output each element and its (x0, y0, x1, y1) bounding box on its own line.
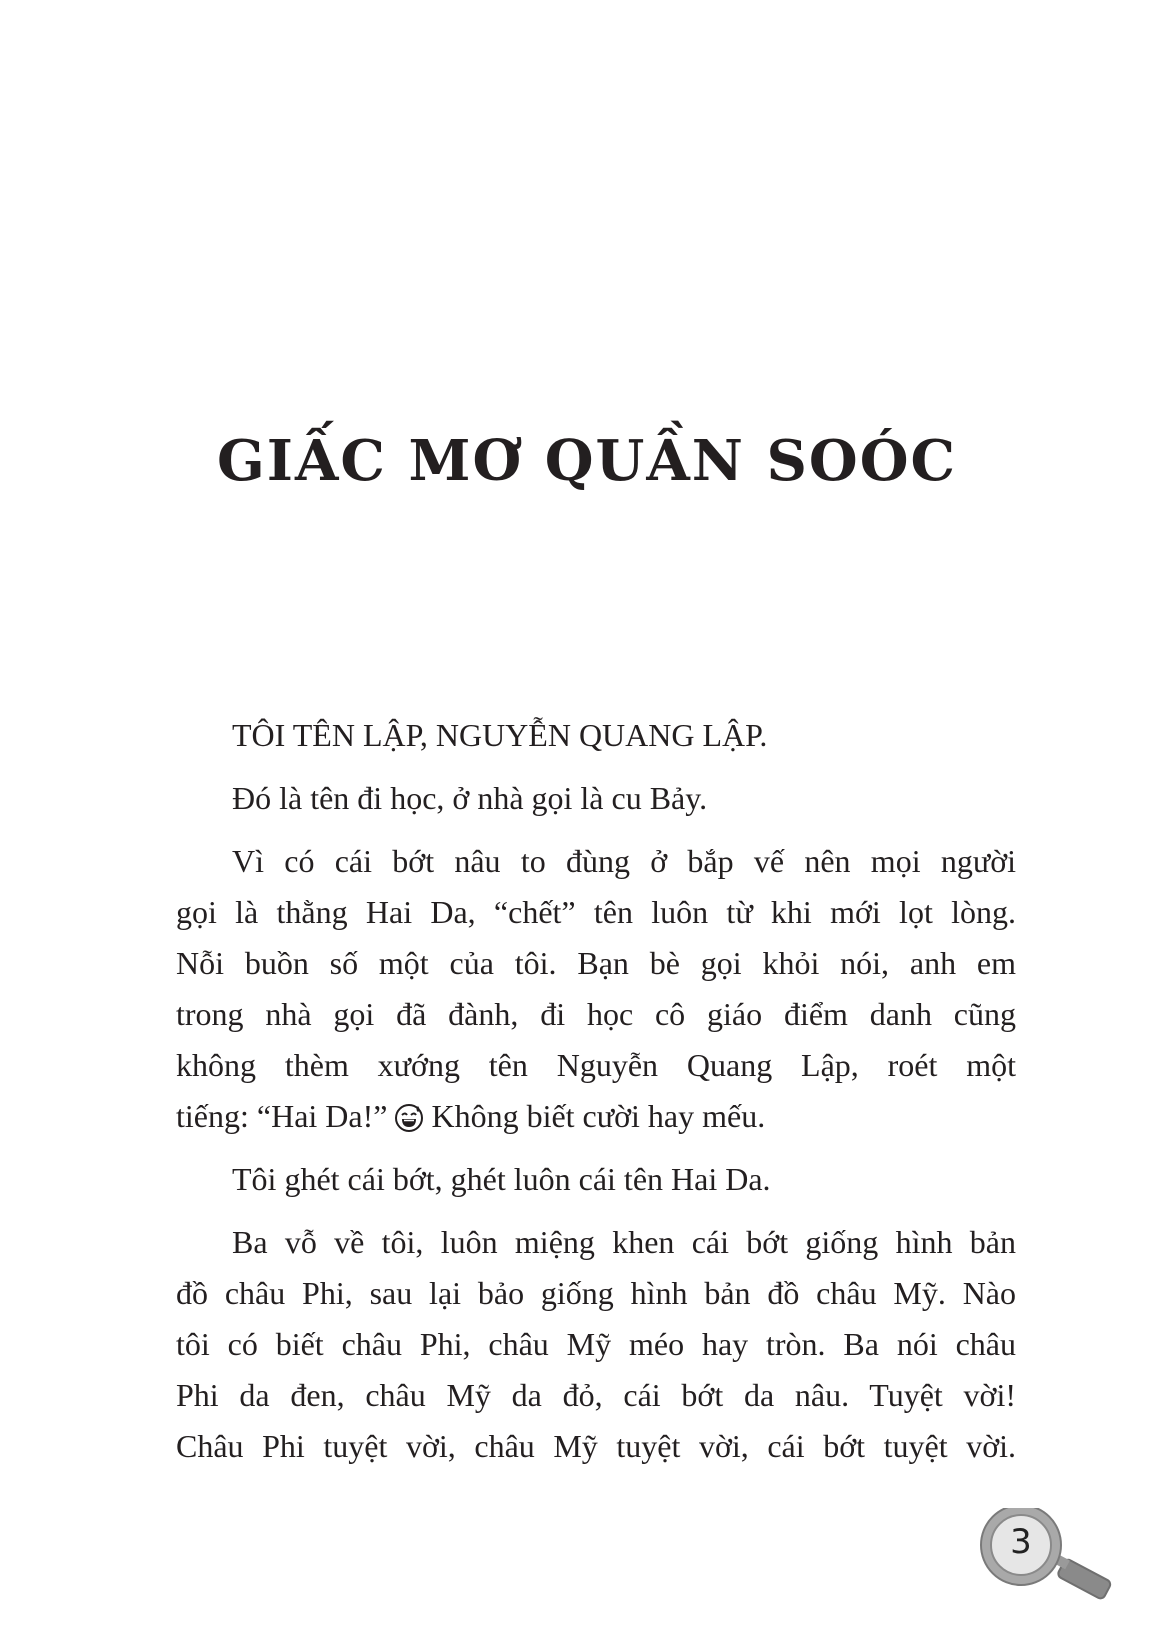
text-line: Phi da đen, châu Mỹ da đỏ, cái bớt da nâu. Tuyệt vời! (176, 1377, 1016, 1413)
text-line: TÔI TÊN LẬP, NGUYỄN QUANG LẬP. (232, 717, 768, 753)
paragraph (176, 773, 1016, 824)
page-number-badge (978, 1508, 1118, 1608)
text-line: Nỗi buồn số một của tôi. Bạn bè gọi khỏi nói, anh em (176, 945, 1016, 981)
page-number: 3 (1010, 1522, 1032, 1562)
text-line: Châu Phi tuyệt vời, châu Mỹ tuyệt vời, cái bớt tuyệt vời. (176, 1428, 1016, 1464)
text-line: đồ châu Phi, sau lại bảo giống hình bản đồ châu Mỹ. Nào (176, 1275, 1016, 1311)
paragraph (176, 836, 1016, 1142)
text-line: trong nhà gọi đã đành, đi học cô giáo điểm danh cũng (176, 996, 1016, 1032)
text-line: Ba vỗ về tôi, luôn miệng khen cái bớt giống hình bản (232, 1224, 1016, 1260)
text-fragment: tiếng: “Hai Da!” (176, 1098, 388, 1134)
text-line: tôi có biết châu Phi, châu Mỹ méo hay tròn. Ba nói châu (176, 1326, 1016, 1362)
text-line (176, 1091, 1016, 1142)
chapter-body (176, 710, 1016, 1484)
paragraph (176, 710, 1016, 761)
text-line: Đó là tên đi học, ở nhà gọi là cu Bảy. (232, 780, 708, 816)
text-line: Vì có cái bớt nâu to đùng ở bắp vế nên mọi người (232, 843, 1016, 879)
text-line: Tôi ghét cái bớt, ghét luôn cái tên Hai Da. (232, 1161, 771, 1197)
text-line: không thèm xướng tên Nguyễn Quang Lập, roét một (176, 1047, 1016, 1083)
paragraph (176, 1217, 1016, 1472)
paragraph (176, 1154, 1016, 1205)
chapter-title: GIẤC MƠ QUẦN SOÓC (216, 428, 958, 494)
text-fragment: Không biết cười hay mếu. (431, 1098, 766, 1134)
grinning-sweat-face-icon (393, 1101, 425, 1133)
text-line: gọi là thằng Hai Da, “chết” tên luôn từ khi mới lọt lòng. (176, 894, 1016, 930)
